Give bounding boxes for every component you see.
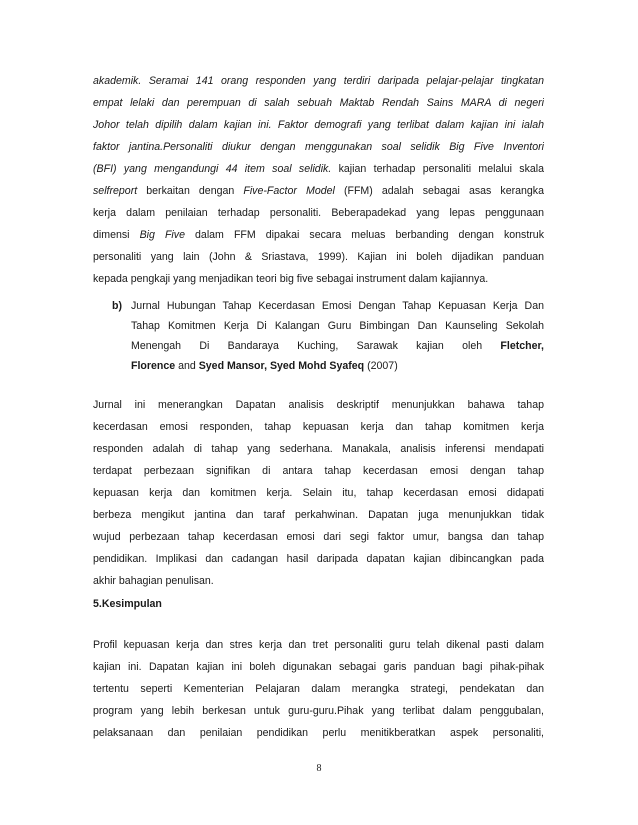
text-line: Profil kepuasan kerja dan stres kerja dan tret personaliti guru telah dikenal pasti dalam bbox=[93, 639, 544, 651]
text-line: kepuasan kerja dan komitmen kerja. Selain itu, tahap kecerdasan emosi didapati bbox=[93, 487, 544, 499]
text-line: kajian ini. Dapatan kajian ini boleh digunakan sebagai garis panduan bagi pihak-pihak bbox=[93, 661, 544, 673]
text-line: terdapat perbezaan signifikan di antara tahap kecerdasan emosi dengan tahap bbox=[93, 465, 544, 477]
text-line: Johor telah dipilih dalam kajian ini. Faktor demografi yang terlibat dalam kajian ini ialah bbox=[93, 119, 544, 131]
text-line: akhir bahagian penulisan. bbox=[93, 575, 214, 587]
text-line: Florence and Syed Mansor, Syed Mohd Syafeq (2007) bbox=[131, 360, 398, 372]
text-line: Jurnal ini menerangkan Dapatan analisis deskriptif menunjukkan bahawa tahap bbox=[93, 399, 544, 411]
text-line: Jurnal Hubungan Tahap Kecerdasan Emosi Dengan Tahap Kepuasan Kerja Dan bbox=[131, 300, 544, 312]
text-line: program yang lebih berkesan untuk guru-guru.Pihak yang terlibat dalam penggubalan, bbox=[93, 705, 544, 717]
text-line: selfreport berkaitan dengan Five-Factor Model (FFM) adalah sebagai asas kerangka bbox=[93, 185, 544, 197]
text-line: akademik. Seramai 141 orang responden yang terdiri daripada pelajar-pelajar tingkatan bbox=[93, 75, 544, 87]
text-line: dimensi Big Five dalam FFM dipakai secara meluas berbanding dengan konstruk bbox=[93, 229, 544, 241]
text-line: tertentu seperti Kementerian Pelajaran dalam merangka strategi, pendekatan dan bbox=[93, 683, 544, 695]
text-line: Tahap Komitmen Kerja Di Kalangan Guru Bimbingan Dan Kaunseling Sekolah bbox=[131, 320, 544, 332]
text-line: wujud perbezaan tahap kecerdasan emosi dari segi faktor umur, bangsa dan tahap bbox=[93, 531, 544, 543]
text-line: Menengah Di Bandaraya Kuching, Sarawak kajian oleh Fletcher, bbox=[131, 340, 544, 352]
text-line: kecerdasan emosi responden, tahap kepuasan kerja dan tahap komitmen kerja bbox=[93, 421, 544, 433]
list-marker: b) bbox=[112, 300, 122, 312]
text-line: pendidikan. Implikasi dan cadangan hasil daripada dapatan kajian dibincangkan pada bbox=[93, 553, 544, 565]
list-item-body bbox=[131, 296, 544, 376]
text-line: (BFI) yang mengandungi 44 item soal selidik. kajian terhadap personaliti melalui skala bbox=[93, 163, 544, 175]
text-line: berbeza mengikut jantina dan taraf perkahwinan. Dapatan juga menunjukkan tidak bbox=[93, 509, 544, 521]
text-line: kerja dalam penilaian terhadap personaliti. Beberapadekad yang lepas penggunaan bbox=[93, 207, 544, 219]
section-heading-kesimpulan: 5.Kesimpulan bbox=[93, 598, 162, 610]
text-line: responden adalah di tahap yang sederhana. Manakala, analisis inferensi mendapati bbox=[93, 443, 544, 455]
text-line: personaliti yang lain (John & Sriastava, 1999). Kajian ini boleh dijadikan panduan bbox=[93, 251, 544, 263]
text-line: empat lelaki dan perempuan di salah sebuah Maktab Rendah Sains MARA di negeri bbox=[93, 97, 544, 109]
text-line: faktor jantina.Personaliti diukur dengan menggunakan soal selidik Big Five Inventori bbox=[93, 141, 544, 153]
paragraph-journal-summary bbox=[93, 394, 544, 592]
paragraph-conclusion bbox=[93, 634, 544, 744]
paragraph-study-bfi bbox=[93, 70, 544, 290]
page-number: 8 bbox=[316, 763, 322, 774]
text-line: pelaksanaan dan penilaian pendidikan perlu menitikberatkan aspek personaliti, bbox=[93, 727, 544, 739]
text-line: kepada pengkaji yang menjadikan teori big five sebagai instrument dalam kajiannya. bbox=[93, 273, 489, 285]
